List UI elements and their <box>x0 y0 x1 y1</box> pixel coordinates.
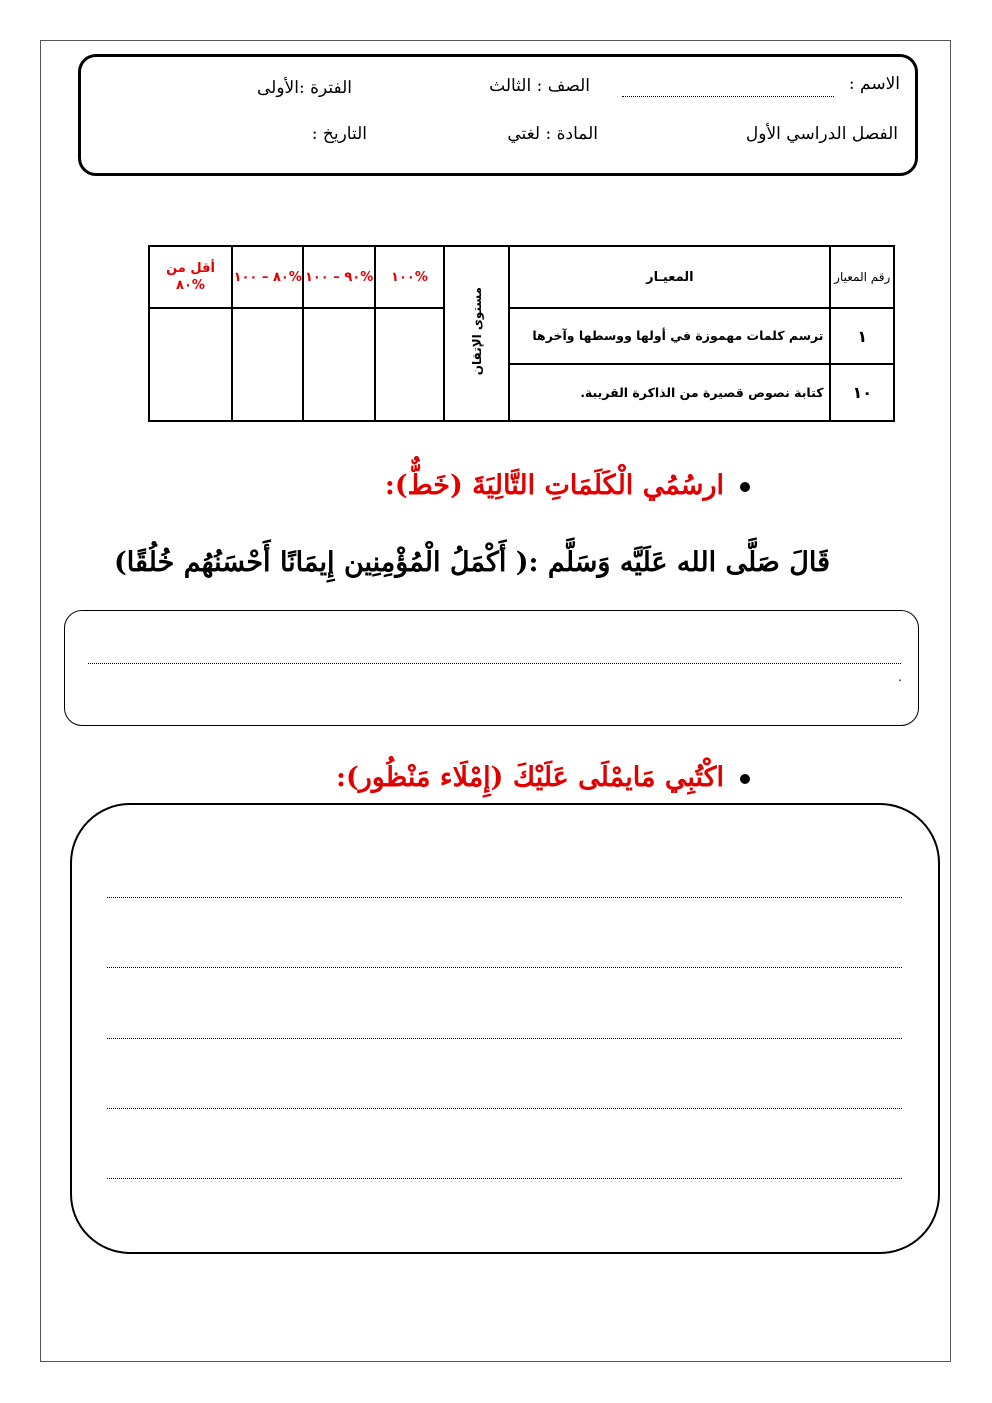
dictation-line-1[interactable] <box>107 897 902 898</box>
score-cell-2[interactable] <box>303 308 374 421</box>
score-cell-3[interactable] <box>232 308 303 421</box>
date-label: التاريخ : <box>311 124 367 144</box>
bullet-icon <box>740 774 750 784</box>
level-header-3: ٨٠ – ١٠٠% <box>232 246 303 308</box>
handwriting-line-1[interactable] <box>88 663 901 664</box>
section1-heading-text: ارسُمُي الْكَلَمَاتِ التَّالِيَةَ (خَطٌّ): <box>384 470 724 501</box>
hadith-text: قَالَ صَلَّى الله عَلَيَّه وَسَلَّم :( أَكْمَلُ الْمُؤْمِنِين إِيمَانًا أَحْسَنُهُم خُلُقًا) <box>114 547 830 578</box>
dictation-line-2[interactable] <box>107 967 902 968</box>
bullet-icon <box>740 482 750 492</box>
criterion-number-2: ١٠ <box>830 364 894 421</box>
dictation-line-4[interactable] <box>107 1108 902 1109</box>
subject-label: المادة : لغتي <box>507 124 598 144</box>
score-cell-4[interactable] <box>149 308 232 421</box>
mastery-level-label: مستوى الإتقان <box>469 287 484 376</box>
criterion-row-1 <box>509 308 830 364</box>
section2-heading-text: اكْتُبِي مَايمْلَى عَلَيْكَ (إِمْلَاء مَنْظُور): <box>336 762 724 793</box>
period-label: الفترة :الأولى <box>256 78 352 98</box>
header-box <box>78 54 918 176</box>
dictation-line-5[interactable] <box>107 1178 902 1179</box>
section2-heading <box>336 762 750 793</box>
handwriting-box-mark: . <box>898 670 902 684</box>
section1-heading <box>385 470 750 501</box>
name-input-line[interactable] <box>622 96 834 97</box>
criterion-header: المعيـار <box>509 246 830 308</box>
mastery-level-header <box>444 246 509 421</box>
level-header-1: ١٠٠% <box>375 246 444 308</box>
semester-label: الفصل الدراسي الأول <box>745 124 898 144</box>
handwriting-box <box>64 610 919 726</box>
name-label: الاسم : <box>848 74 900 94</box>
criterion-text-1: ترسم كلمات مهموزة في أولها ووسطها وآخرها <box>532 328 824 343</box>
dictation-line-3[interactable] <box>107 1038 902 1039</box>
criterion-text-2: كتابة نصوص قصيرة من الذاكرة القريبة. <box>580 384 824 400</box>
dictation-box <box>70 803 940 1254</box>
criterion-row-2 <box>509 364 830 421</box>
criterion-number-header: رقم المعيار <box>830 246 894 308</box>
score-cell-1[interactable] <box>375 308 444 421</box>
criteria-table <box>148 245 895 422</box>
level-header-2: ٩٠ – ١٠٠% <box>303 246 374 308</box>
grade-label: الصف : الثالث <box>489 76 590 96</box>
criterion-number-1: ١ <box>830 308 894 364</box>
level-header-4: أقل من ٨٠% <box>149 246 232 308</box>
